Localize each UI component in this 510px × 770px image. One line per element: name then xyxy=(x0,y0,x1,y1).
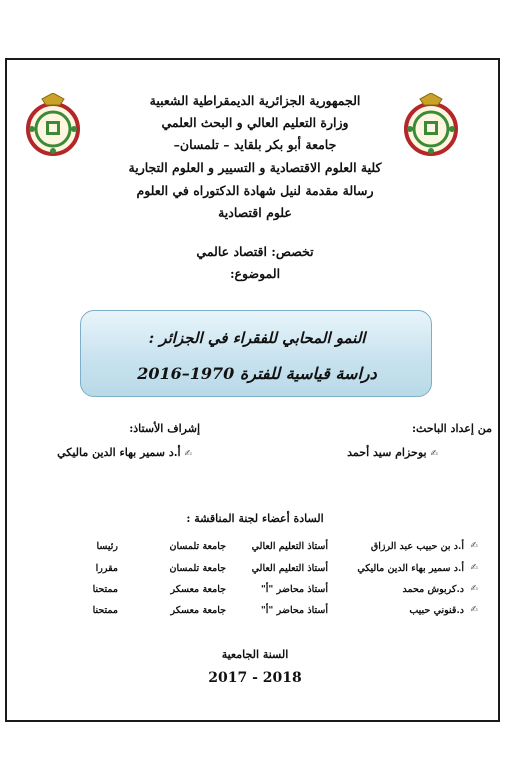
committee-row xyxy=(40,605,478,621)
member-role: ممتحنا xyxy=(92,584,118,595)
supervisor-label: إشراف الأستاذ: xyxy=(129,422,200,435)
header-subject-label: الموضوع: xyxy=(229,266,281,281)
member-university: جامعة تلمسان xyxy=(169,563,226,574)
pen-icon: ✍ xyxy=(184,449,192,459)
member-role: مقررا xyxy=(95,563,118,574)
pen-icon: ✍ xyxy=(470,563,478,573)
thesis-title-line2: دراسة قياسية للفترة 1970–2016 xyxy=(137,364,377,383)
member-name: د.كربوش محمد xyxy=(402,584,464,595)
pen-icon: ✍ xyxy=(470,541,478,551)
member-name: أ.د بن حبيب عبد الرزاق xyxy=(370,541,464,552)
thesis-title-line1: النمو المحابي للفقراء في الجزائر : xyxy=(148,329,366,347)
author-label: من إعداد الباحث: xyxy=(411,422,492,435)
header-university: جامعة أبو بكر بلقايد – تلمسان– xyxy=(173,137,337,152)
supervisor-name-row xyxy=(57,446,192,459)
header-thesis: رسالة مقدمة لنيل شهادة الدكتوراه في العلوم xyxy=(136,183,374,198)
supervisor-name: أ.د سمير بهاء الدين ماليكي xyxy=(57,446,181,459)
author-name: بوحزام سيد أحمد xyxy=(347,446,427,459)
committee-row xyxy=(40,584,478,600)
committee-row xyxy=(40,563,478,579)
member-university: جامعة تلمسان xyxy=(169,541,226,552)
committee-row xyxy=(40,541,478,557)
member-rank: أستاذ محاضر "أ" xyxy=(260,584,328,595)
member-name: أ.د سمير بهاء الدين ماليكي xyxy=(357,563,464,574)
member-rank: أستاذ التعليم العالي xyxy=(251,541,328,552)
member-rank: أستاذ محاضر "أ" xyxy=(260,605,328,616)
header-republic: الجمهورية الجزائرية الديمقراطية الشعبية xyxy=(149,93,361,108)
academic-years: 2017 - 2018 xyxy=(208,670,302,686)
member-role: رئيسا xyxy=(96,541,118,552)
committee-heading: السادة أعضاء لجنة المناقشة : xyxy=(186,512,324,525)
pen-icon: ✍ xyxy=(470,584,478,594)
pen-icon: ✍ xyxy=(430,449,438,459)
member-university: جامعة معسكر xyxy=(170,605,226,616)
academic-year-label: السنة الجامعية xyxy=(221,648,289,661)
header-field: علوم اقتصادية xyxy=(218,205,292,220)
pen-icon: ✍ xyxy=(470,605,478,615)
member-university: جامعة معسكر xyxy=(170,584,226,595)
author-name-row xyxy=(347,446,438,459)
member-role: ممتحنا xyxy=(92,605,118,616)
member-rank: أستاذ التعليم العالي xyxy=(251,563,328,574)
member-name: د.قنوني حبيب xyxy=(409,605,464,616)
thesis-title-box xyxy=(80,310,432,397)
header-ministry: وزارة التعليم العالي و البحث العلمي xyxy=(161,115,349,130)
header-specialty: تخصص: اقتصاد عالمي xyxy=(196,244,314,259)
header-faculty: كلية العلوم الاقتصادية و التسيير و العلوم التجارية xyxy=(128,160,382,175)
